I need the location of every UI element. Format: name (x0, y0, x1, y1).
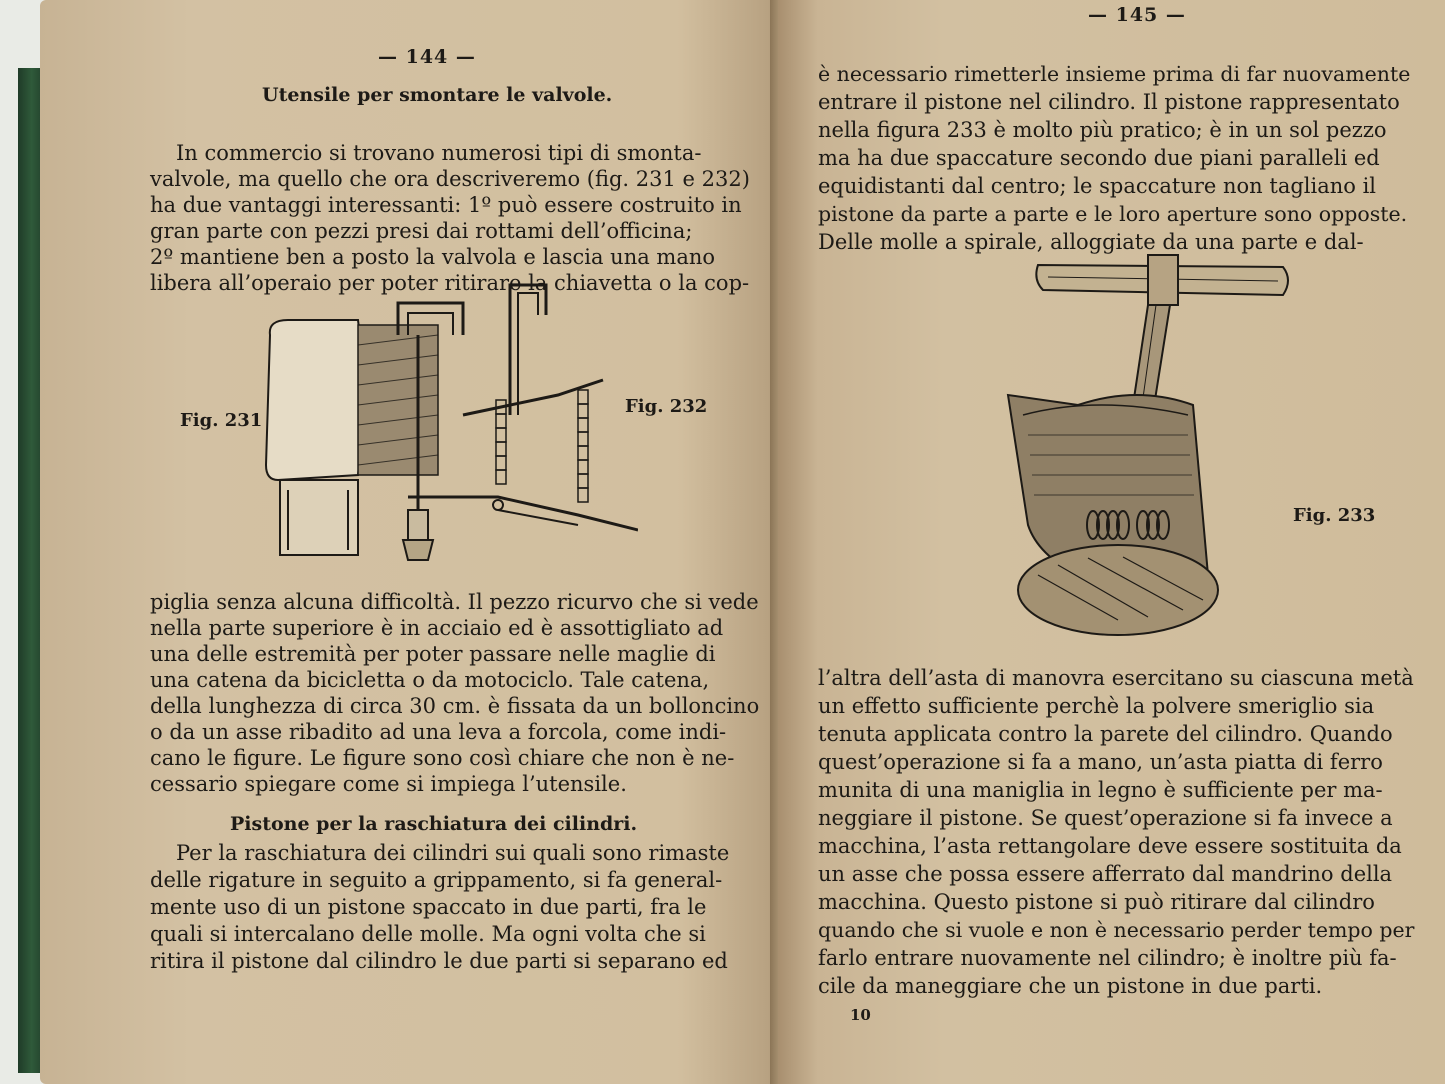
text-line: quali si intercalano delle molle. Ma ogni volta che si (150, 922, 706, 946)
text-line: un asse che possa essere afferrato dal mandrino della (818, 862, 1393, 886)
text-line: ma ha due spaccature secondo due piani paralleli ed (818, 146, 1380, 170)
text-line: Delle molle a spirale, alloggiate da una parte e dal- (818, 230, 1364, 254)
text-line: pistone da parte a parte e le loro aperture sono opposte. (818, 202, 1408, 226)
text-line: nella parte superiore è in acciaio ed è assottigliato ad (150, 616, 724, 640)
text-line: ha due vantaggi interessanti: 1º può essere costruito in (150, 193, 742, 217)
text-line: macchina, l’asta rettangolare deve essere sostituita da (818, 834, 1402, 858)
right-page (778, 0, 1445, 1084)
text-line: nella figura 233 è molto più pratico; è in un sol pezzo (818, 118, 1387, 142)
text-line: tenuta applicata contro la parete del cilindro. Quando (818, 722, 1393, 746)
heading-valve-tool: Utensile per smontare le valvole. (262, 84, 613, 106)
text-line: entrare il pistone nel cilindro. Il pistone rappresentato (818, 90, 1400, 114)
page-number-145: — 145 — (1088, 4, 1186, 26)
text-line: una catena da bicicletta o da motociclo. Tale catena, (150, 668, 710, 692)
text-line: gran parte con pezzi presi dai rottami dell’officina; (150, 219, 693, 243)
text-line: un effetto sufficiente perchè la polvere smeriglio sia (818, 694, 1375, 718)
text-line: munita di una maniglia in legno è sufficiente per ma- (818, 778, 1383, 802)
text-line: cano le figure. Le figure sono così chiare che non è ne- (150, 746, 735, 770)
text-line: macchina. Questo pistone si può ritirare dal cilindro (818, 890, 1375, 914)
text-line: quando che si vuole e non è necessario perder tempo per (818, 918, 1415, 942)
text-line: Per la raschiatura dei cilindri sui quali sono rimaste (176, 841, 730, 865)
valve-tool-illustration (258, 275, 638, 565)
left-page (40, 0, 790, 1084)
text-line: neggiare il pistone. Se quest’operazione si fa invece a (818, 806, 1393, 830)
text-line: libera all’operaio per poter ritirare la chiavetta o la cop- (150, 271, 750, 295)
heading-piston-scraping: Pistone per la raschiatura dei cilindri. (230, 813, 638, 835)
text-line: valvole, ma quello che ora descriveremo (fig. 231 e 232) (150, 167, 750, 191)
text-line: è necessario rimetterle insieme prima di far nuovamente (818, 62, 1411, 86)
text-line: una delle estremità per poter passare nelle maglie di (150, 642, 716, 666)
text-line: 2º mantiene ben a posto la valvola e lascia una mano (150, 245, 716, 269)
text-line: equidistanti dal centro; le spaccature non tagliano il (818, 174, 1377, 198)
figure-label-233: Fig. 233 (1293, 505, 1376, 526)
text-line: l’altra dell’asta di manovra esercitano su ciascuna metà (818, 666, 1414, 690)
figure-label-231: Fig. 231 (180, 410, 263, 431)
figure-label-232: Fig. 232 (625, 396, 708, 417)
text-line: ritira il pistone dal cilindro le due parti si separano ed (150, 949, 728, 973)
text-line: mente uso di un pistone spaccato in due parti, fra le (150, 895, 707, 919)
signature-number: 10 (850, 1006, 871, 1024)
piston-illustration (998, 245, 1298, 645)
text-line: delle rigature in seguito a grippamento, si fa general- (150, 868, 723, 892)
text-line: In commercio si trovano numerosi tipi di smonta- (176, 141, 702, 165)
text-line: o da un asse ribadito ad una leva a forcola, come indi- (150, 720, 727, 744)
text-line: farlo entrare nuovamente nel cilindro; è inoltre più fa- (818, 946, 1397, 970)
text-line: della lunghezza di circa 30 cm. è fissata da un bolloncino (150, 694, 760, 718)
page-number-144: — 144 — (378, 46, 476, 68)
text-line: cile da maneggiare che un pistone in due parti. (818, 974, 1323, 998)
text-line: piglia senza alcuna difficoltà. Il pezzo ricurvo che si vede (150, 590, 759, 614)
text-line: quest’operazione si fa a mano, un’asta piatta di ferro (818, 750, 1383, 774)
text-line: cessario spiegare come si impiega l’utensile. (150, 772, 627, 796)
